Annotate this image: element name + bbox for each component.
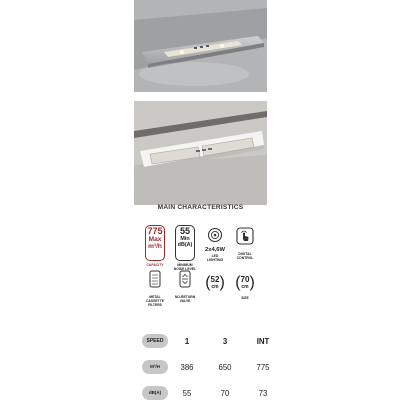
product-photo-bottom bbox=[134, 101, 267, 205]
table-cell: 73 bbox=[258, 388, 268, 398]
lighting-line3: LIGHTING bbox=[206, 257, 224, 262]
noise-value: 55 bbox=[179, 226, 190, 236]
bracket-left-icon: ( bbox=[235, 274, 241, 291]
speed-3-header: 3 bbox=[222, 336, 228, 346]
capacity-feature bbox=[143, 225, 167, 267]
lighting-value: 2x4,6W bbox=[205, 247, 225, 253]
table-row bbox=[142, 354, 282, 380]
size-label: SIZE bbox=[241, 296, 249, 300]
size-value: 70 bbox=[240, 275, 250, 284]
table-cell: 775 bbox=[256, 362, 270, 372]
hood-photo-bottom bbox=[134, 101, 267, 205]
width-badge bbox=[203, 270, 227, 296]
noise-label-badge: dB(A) bbox=[142, 386, 168, 400]
capacity-unit-line2: m³/h bbox=[148, 243, 162, 250]
bracket-right-icon: ) bbox=[219, 274, 225, 291]
lighting-line2: LED bbox=[211, 253, 219, 258]
width-feature bbox=[203, 270, 227, 296]
speed-table bbox=[142, 328, 282, 406]
size-feature bbox=[233, 270, 257, 300]
speed-1-header: 1 bbox=[184, 336, 190, 346]
capacity-label: CAPACITY bbox=[146, 263, 164, 267]
table-cell: 70 bbox=[220, 388, 230, 398]
product-photo-top bbox=[134, 0, 267, 92]
table-cell: 650 bbox=[218, 362, 232, 372]
metal-filter-icon bbox=[149, 270, 161, 288]
metal-filters-feature bbox=[143, 270, 167, 307]
speed-header-row bbox=[142, 328, 282, 354]
led-light-icon bbox=[207, 227, 223, 243]
hood-photo-lit bbox=[134, 0, 267, 92]
no-return-valve-feature bbox=[173, 270, 197, 303]
size-badge bbox=[233, 270, 257, 296]
capacity-badge bbox=[145, 225, 165, 261]
bracket-right-icon: ) bbox=[249, 274, 255, 291]
speed-int-header: INT bbox=[256, 336, 270, 346]
digital-control-label: DIGITAL CONTROL bbox=[236, 252, 254, 260]
bracket-left-icon: ( bbox=[205, 274, 211, 291]
airflow-label-badge: M³/H bbox=[142, 360, 168, 374]
speed-label-badge: SPEED bbox=[142, 334, 168, 348]
metal-filters-label: METAL CASSETTE FILTERS bbox=[145, 295, 165, 307]
no-return-valve-label: NO-RETURN VALVE bbox=[174, 295, 196, 303]
capacity-value: 775 bbox=[147, 226, 163, 236]
digital-control-feature bbox=[233, 227, 257, 260]
table-cell: 386 bbox=[180, 362, 194, 372]
noise-unit-line2: dB(A) bbox=[177, 242, 193, 248]
noise-label: MINIMUM NOISE LEVEL bbox=[173, 263, 197, 271]
capacity-unit-line1: Max bbox=[148, 236, 162, 243]
noise-unit-line1: Min bbox=[180, 236, 190, 242]
lighting-feature bbox=[203, 227, 227, 262]
width-unit: cm bbox=[211, 284, 219, 290]
digital-control-icon bbox=[236, 227, 254, 245]
main-characteristics-heading: MAIN CHARACTERISTICS bbox=[157, 204, 244, 211]
width-value: 52 bbox=[210, 275, 220, 284]
valve-icon bbox=[178, 270, 192, 288]
noise-badge bbox=[175, 225, 195, 261]
table-row bbox=[142, 380, 282, 406]
table-cell: 55 bbox=[182, 388, 192, 398]
size-unit: cm bbox=[241, 284, 249, 290]
noise-feature bbox=[173, 225, 197, 271]
